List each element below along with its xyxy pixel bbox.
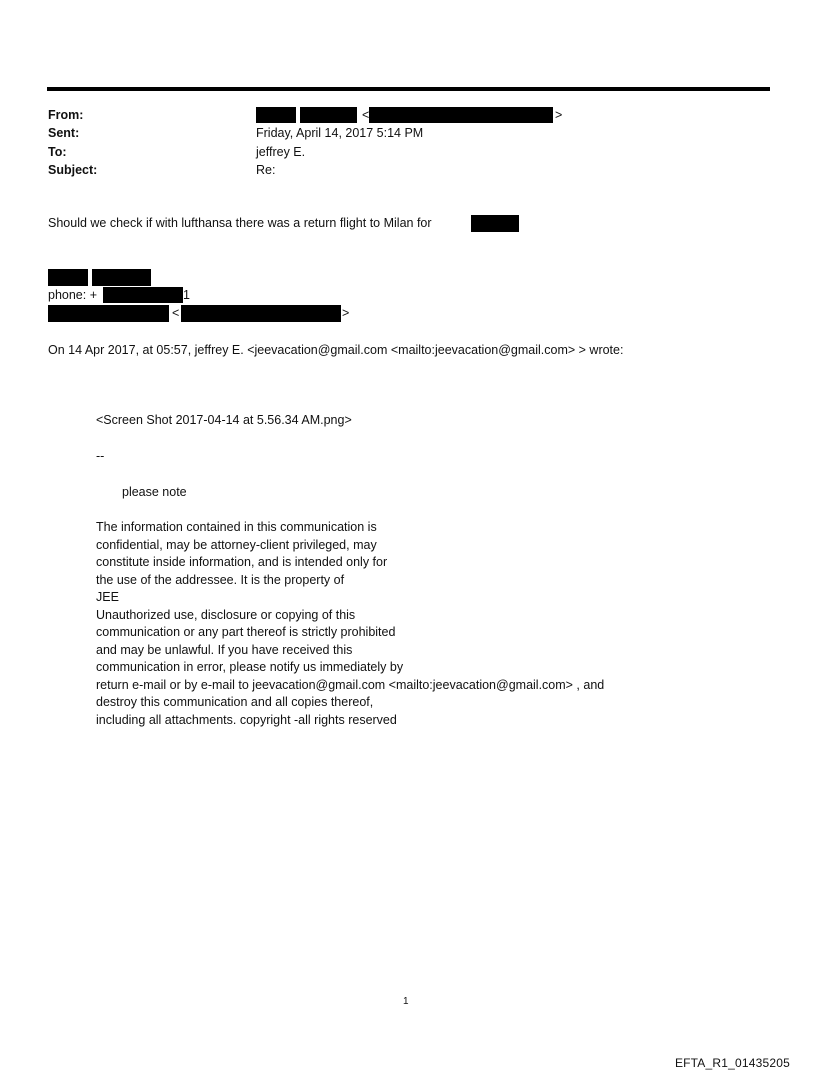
from-lt: < (362, 108, 370, 122)
redaction-box (369, 107, 553, 123)
phone-prefix: phone: + (48, 288, 98, 302)
quote-intro: On 14 Apr 2017, at 05:57, jeffrey E. <jeevacation@gmail.com <mailto:jeevacation@gmail.com> > wrote: (48, 343, 624, 357)
sent-label: Sent: (48, 126, 80, 140)
redaction-box (256, 107, 296, 123)
sig-gt: > (342, 306, 350, 320)
redaction-box (471, 215, 519, 232)
header-rule (47, 87, 770, 91)
confidentiality-disclaimer: The information contained in this communication is confidential, may be attorney-client privileged, may constitute inside information, and is intended only for the use of the addressee. It is the property of JEE Unauthorized use, disclosure or copying of this communication or any part thereof is strictly prohibited and may be unlawful. If you have received this communication in error, please notify us immediately by return e-mail or by e-mail to jeevacation@gmail.com <mailto:jeevacation@gmail.com> , and destroy this communication and all copies thereof, including all attachments. copyright -all rights reserved (96, 520, 605, 727)
sig-lt: < (172, 306, 180, 320)
redaction-box (181, 305, 341, 322)
document-id: EFTA_R1_01435205 (674, 1056, 790, 1070)
message-body: Should we check if with lufthansa there was a return flight to Milan for (48, 216, 432, 230)
redaction-box (48, 305, 169, 322)
redaction-box (103, 287, 183, 303)
please-note: please note (122, 485, 187, 499)
redaction-box (92, 269, 151, 286)
sent-value: Friday, April 14, 2017 5:14 PM (256, 126, 424, 140)
attachment-reference: <Screen Shot 2017-04-14 at 5.56.34 AM.png> (96, 413, 352, 427)
from-gt: > (555, 108, 563, 122)
phone-line (48, 288, 97, 302)
to-label: To: (48, 145, 67, 159)
from-label: From: (48, 108, 84, 122)
page-number: 1 (403, 996, 409, 1007)
to-value: jeffrey E. (256, 145, 306, 159)
redaction-box (48, 269, 88, 286)
subject-value: Re: (256, 163, 276, 177)
signature-separator: -- (96, 449, 105, 463)
redaction-box (300, 107, 357, 123)
subject-label: Subject: (48, 163, 98, 177)
phone-suffix: 1 (183, 288, 190, 302)
message-text (48, 216, 432, 230)
